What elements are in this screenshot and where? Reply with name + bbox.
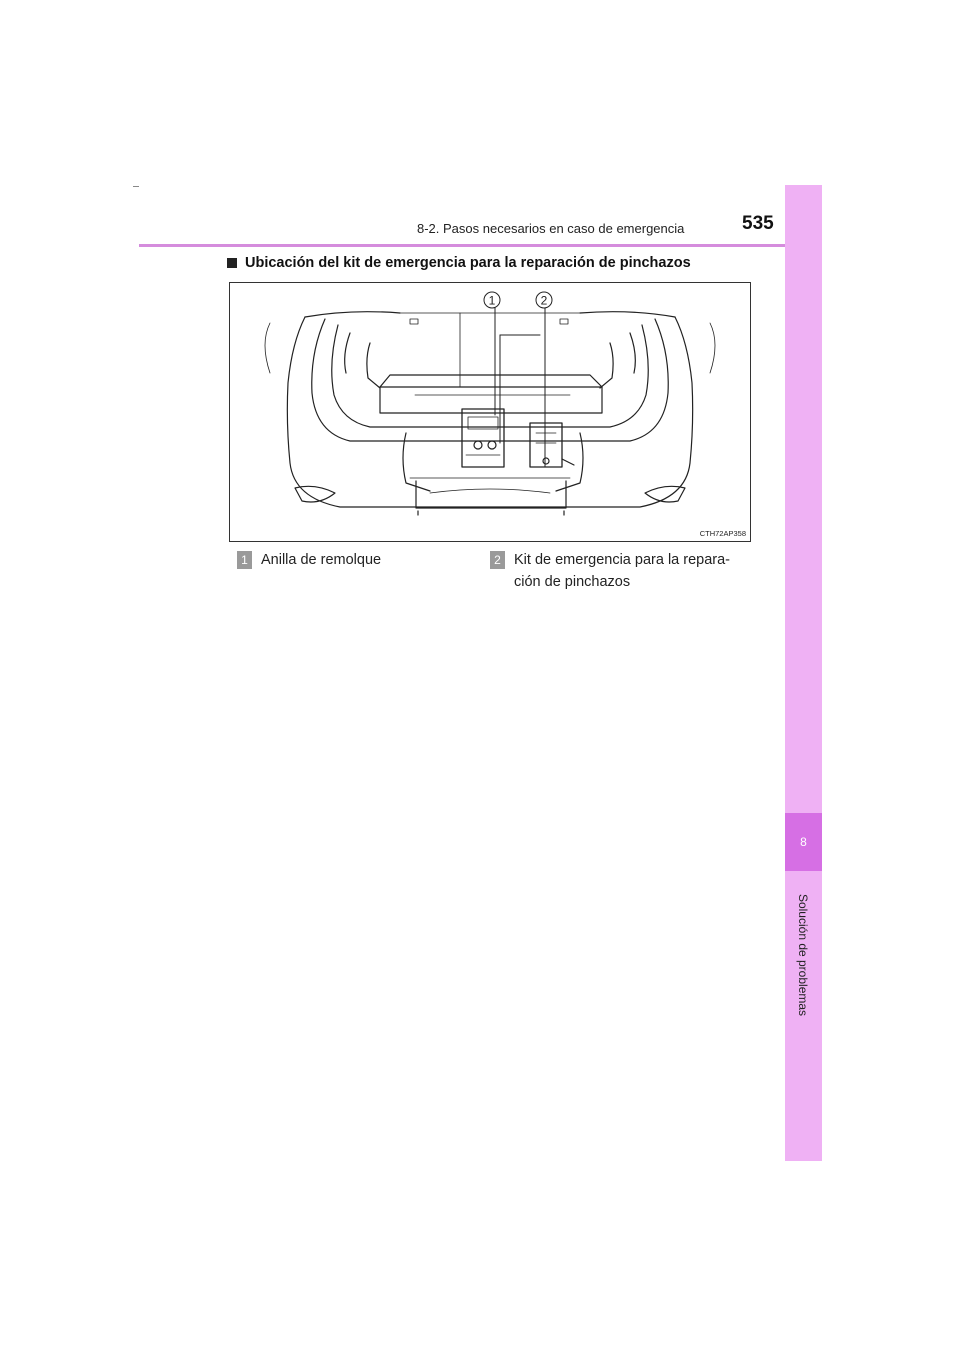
header-divider bbox=[139, 244, 821, 247]
page-number: 535 bbox=[742, 213, 774, 234]
section-heading-text: Ubicación del kit de emergencia para la reparación de pinchazos bbox=[245, 255, 691, 271]
callout-1-marker: 1 bbox=[488, 293, 496, 308]
header-section-title: 8-2. Pasos necesarios en caso de emergencia bbox=[417, 221, 685, 236]
callout-2-marker: 2 bbox=[540, 293, 548, 308]
chapter-title-text: Solución de problemas bbox=[796, 893, 810, 1017]
rear-trunk-drawing bbox=[230, 283, 750, 541]
chapter-number-badge: 8 bbox=[785, 813, 822, 871]
legend-number-1: 1 bbox=[237, 551, 252, 569]
section-heading bbox=[227, 255, 691, 271]
trunk-illustration bbox=[229, 282, 751, 542]
legend-number-2: 2 bbox=[490, 551, 505, 569]
square-bullet-icon bbox=[227, 258, 237, 268]
legend-text-2: Kit de emergencia para la repara-ción de pinchazos bbox=[514, 552, 731, 590]
legend-item-1 bbox=[237, 549, 381, 571]
figure-code: CTH72AP358 bbox=[699, 529, 746, 538]
legend-text-1: Anilla de remolque bbox=[261, 552, 382, 568]
crop-mark bbox=[133, 186, 139, 187]
legend-item-2 bbox=[490, 549, 750, 593]
